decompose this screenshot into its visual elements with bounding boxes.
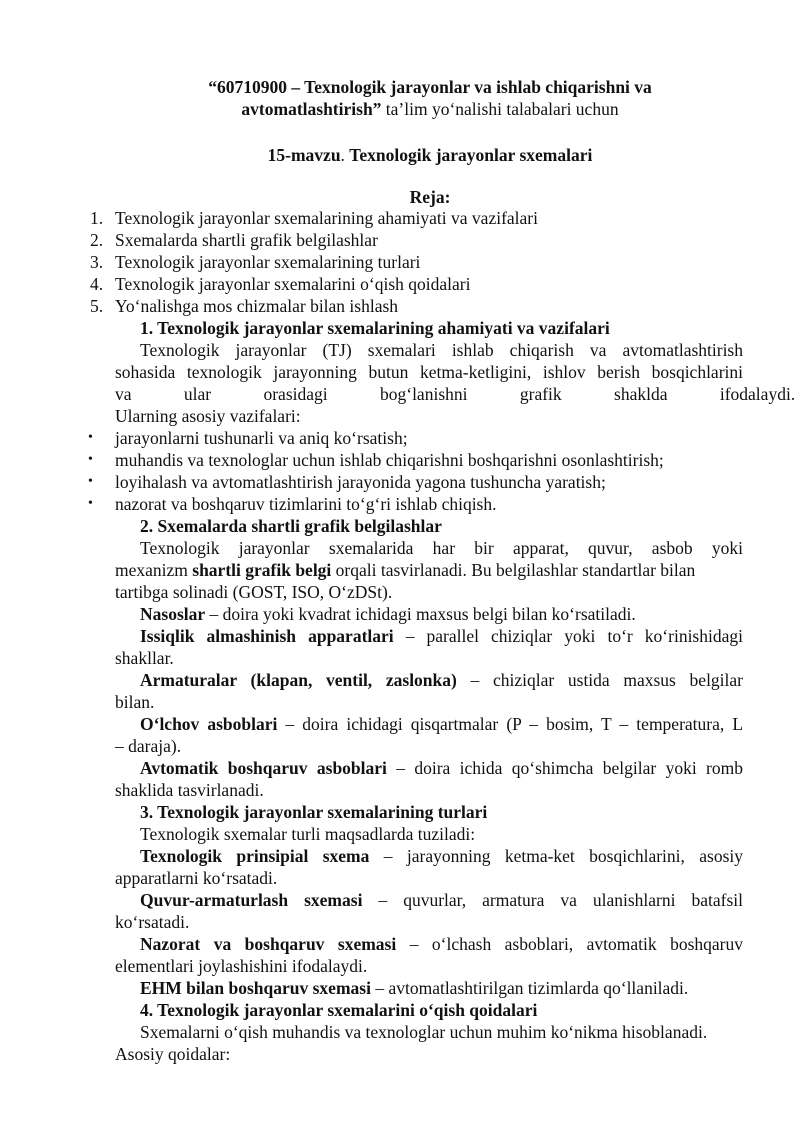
definition-line [140,757,743,779]
section-1-paragraph-line: Ularning asosiy vazifalari: [115,406,301,426]
plan-item-text: Yo‘nalishga mos chizmalar bilan ishlash [115,296,399,316]
definition-line [140,713,743,735]
section-4-paragraph-line: Sxemalarni o‘qish muhandis va texnologlar uchun muhim ko‘nikma hisoblanadi. [140,1022,708,1042]
bold-term: Nazorat va boshqaruv sxemasi [140,934,397,954]
definition-text: – jarayonning ketma-ket bosqichlarini, asosiy [383,846,744,866]
section-2-paragraph-line: tartibga solinadi (GOST, ISO, O‘zDSt). [115,582,393,602]
plan-item-number: 4. [90,274,104,294]
topic-separator: . [340,145,345,165]
bold-term: Quvur-armaturlash sxemasi [140,890,363,910]
bullet-marker: • [88,430,93,445]
definition-line [140,889,743,911]
section-4-paragraph-line: Asosiy qoidalar: [115,1044,231,1064]
topic-name: Texnologik jarayonlar sxemalari [349,145,593,165]
text-span: orqali tasvirlanadi. Bu belgilashlar standartlar bilan [335,560,696,580]
section-2-paragraph-line [115,559,695,581]
section-3-heading: 3. Texnologik jarayonlar sxemalarining turlari [140,802,488,822]
definition-line [140,669,743,691]
plan-item-number: 1. [90,208,104,228]
definition-line [140,977,688,999]
plan-item-text: Texnologik jarayonlar sxemalarini o‘qish qoidalari [115,274,471,294]
header-line-2 [0,98,800,120]
definition-line [140,603,636,625]
section-1-paragraph-line: sohasida texnologik jarayonning butun ketma-ketligini, ishlov berish bosqichlarini [115,362,743,382]
definition-text: – doira ichidagi qisqartmalar (P – bosim, T – temperatura, L [285,714,744,734]
section-1-heading: 1. Texnologik jarayonlar sxemalarining ahamiyati va vazifalari [140,318,610,338]
plan-title: Reja: [409,187,451,207]
header-line-2-bold: avtomatlashtirish” [241,99,382,119]
bullet-item: jarayonlarni tushunarli va aniq ko‘rsatish; [115,428,408,448]
section-2-paragraph-line: Texnologik jarayonlar sxemalarida har bir apparat, quvur, asbob yoki [140,538,743,558]
bold-term: Texnologik prinsipial sxema [140,846,370,866]
definition-line: apparatlarni ko‘rsatadi. [115,868,278,888]
bold-term: Nasoslar [140,604,206,624]
text-span: mexanizm [115,560,188,580]
definition-text: – doira yoki kvadrat ichidagi maxsus belgi bilan ko‘rsatiladi. [209,604,636,624]
bullet-item: muhandis va texnologlar uchun ishlab chiqarishni boshqarishni osonlashtirish; [115,450,664,470]
topic-number: 15-mavzu [267,145,341,165]
bullet-item: nazorat va boshqaruv tizimlarini to‘g‘ri ishlab chiqish. [115,494,497,514]
bullet-item: loyihalash va avtomatlashtirish jarayonida yagona tushuncha yaratish; [115,472,606,492]
definition-text: – quvurlar, armatura va ulanishlarni batafsil [378,890,744,910]
definition-line: bilan. [115,692,155,712]
bold-term: Avtomatik boshqaruv asboblari [140,758,387,778]
bold-term: shartli grafik belgi [192,560,332,580]
bullet-marker: • [88,474,93,489]
definition-line [140,625,743,647]
definition-line: shakllar. [115,648,174,668]
bold-term: Issiqlik almashinish apparatlari [140,626,394,646]
bullet-marker: • [88,452,93,467]
definition-text: – parallel chiziqlar yoki to‘r ko‘rinishidagi [405,626,743,646]
definition-line: ko‘rsatadi. [115,912,190,932]
definition-line [140,933,743,955]
definition-text: – o‘lchash asboblari, avtomatik boshqaruv [409,934,743,954]
bold-term: O‘lchov asboblari [140,714,278,734]
plan-item-number: 2. [90,230,104,250]
plan-item-text: Texnologik jarayonlar sxemalarining ahamiyati va vazifalari [115,208,538,228]
plan-item-text: Sxemalarda shartli grafik belgilashlar [115,230,378,250]
bold-term: EHM bilan boshqaruv sxemasi [140,978,371,998]
header-line-2-rest: ta’lim yo‘nalishi talabalari uchun [385,99,619,119]
bold-term: Armaturalar (klapan, ventil, zaslonka) [140,670,457,690]
definition-text: – chiziqlar ustida maxsus belgilar [470,670,744,690]
plan-item-number: 3. [90,252,104,272]
definition-text: – avtomatlashtirilgan tizimlarda qo‘llaniladi. [375,978,689,998]
section-1-paragraph-line: Texnologik jarayonlar (TJ) sxemalari ishlab chiqarish va avtomatlashtirish [140,340,743,360]
definition-line: elementlari joylashishini ifodalaydi. [115,956,368,976]
header-line-1: “60710900 – Texnologik jarayonlar va ishlab chiqarishni va [208,77,652,97]
definition-line [140,845,743,867]
bullet-marker: • [88,496,93,511]
section-2-heading: 2. Sxemalarda shartli grafik belgilashlar [140,516,442,536]
plan-item-number: 5. [90,296,104,316]
topic-title [0,144,800,166]
section-4-heading: 4. Texnologik jarayonlar sxemalarini o‘qish qoidalari [140,1000,538,1020]
definition-line: – daraja). [115,736,182,756]
definition-line: shaklida tasvirlanadi. [115,780,264,800]
definition-text: – doira ichida qo‘shimcha belgilar yoki romb [396,758,743,778]
plan-item-text: Texnologik jarayonlar sxemalarining turlari [115,252,421,272]
section-3-intro: Texnologik sxemalar turli maqsadlarda tuziladi: [140,824,476,844]
section-1-paragraph-line: va ular orasidagi bog‘lanishni grafik shaklda ifodalaydi. [115,384,796,404]
